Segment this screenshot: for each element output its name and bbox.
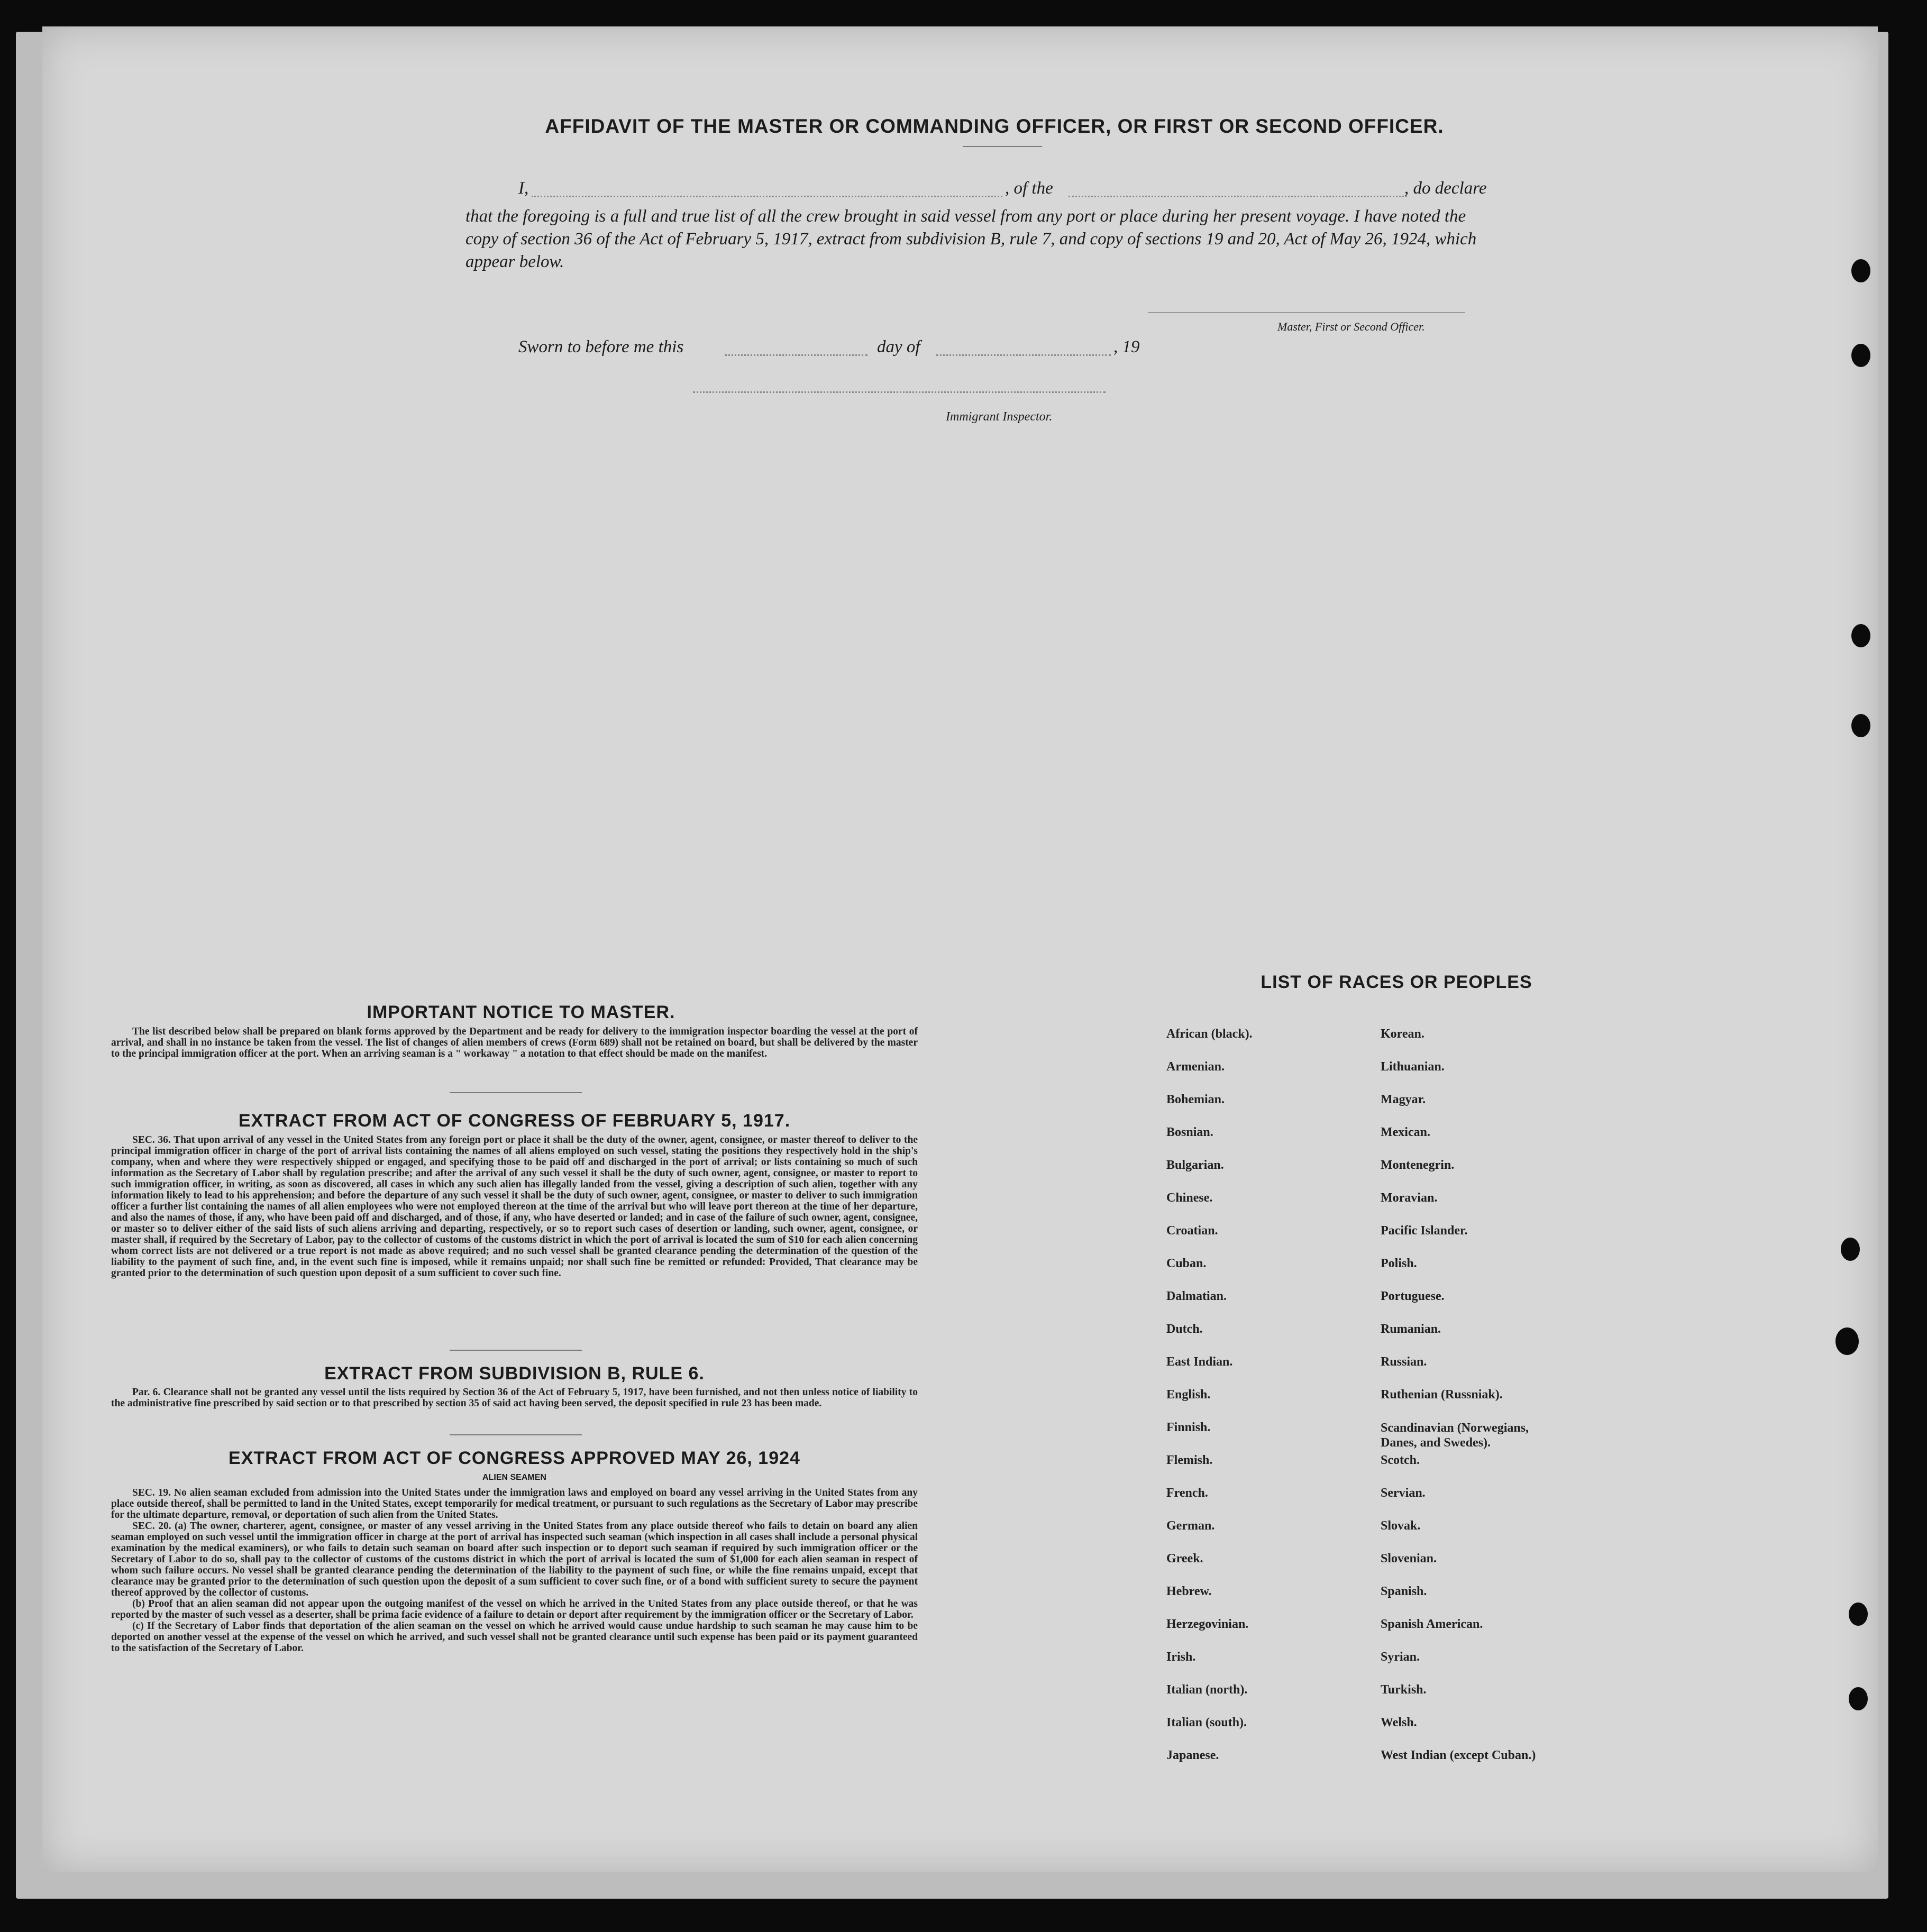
race-item: Rumanian. [1381, 1322, 1441, 1336]
race-item: Finnish. [1166, 1421, 1211, 1434]
races-list-left [1166, 1027, 1253, 1781]
binder-hole [1851, 259, 1870, 282]
extract-rule6-body [111, 1387, 918, 1409]
race-item: French. [1166, 1486, 1208, 1500]
race-item: Ruthenian (Russniak). [1381, 1388, 1503, 1402]
binder-hole [1849, 1687, 1868, 1710]
inspector-signature-line[interactable] [693, 391, 1106, 393]
race-item: Chinese. [1166, 1191, 1213, 1205]
extract-1917-title: EXTRACT FROM ACT OF CONGRESS OF FEBRUARY 5, 1917. [238, 1111, 791, 1131]
race-item: Irish. [1166, 1650, 1196, 1664]
inspector-caption: Immigrant Inspector. [946, 410, 1053, 424]
sworn-day-field[interactable] [725, 354, 867, 356]
affidavit-of-the-label: , of the [1005, 179, 1053, 198]
sworn-month-field[interactable] [936, 354, 1111, 356]
extract-rule6-title: EXTRACT FROM SUBDIVISION B, RULE 6. [324, 1363, 705, 1384]
race-item: Magyar. [1381, 1093, 1426, 1106]
race-item: Moravian. [1381, 1191, 1438, 1205]
binder-hole [1851, 624, 1870, 647]
race-item: Syrian. [1381, 1650, 1420, 1664]
race-item: Flemish. [1166, 1453, 1213, 1467]
affidavit-declare-label: , do declare [1404, 179, 1487, 198]
sec-20b-paragraph: (b) Proof that an alien seaman did not appear upon the outgoing manifest of the vessel on which he arrived in the United States from any place outside thereof, or that he was reported by the master of such vessel as a deserter, shall be prima facie evidence of a failure to detain or deport after requirement by the immigration officer or the Secretary of Labor. [111, 1598, 918, 1620]
race-item: Lithuanian. [1381, 1060, 1445, 1074]
year-label: , 19 [1113, 337, 1140, 356]
race-item: Bosnian. [1166, 1125, 1213, 1139]
extract-1924-title: EXTRACT FROM ACT OF CONGRESS APPROVED MAY 26, 1924 [229, 1448, 800, 1468]
race-item: Servian. [1381, 1486, 1426, 1500]
race-item: Scandinavian (Norwegians, Danes, and Swedes). [1381, 1421, 1529, 1450]
vessel-name-field[interactable] [1068, 196, 1407, 197]
races-title: LIST OF RACES OR PEOPLES [1261, 972, 1532, 992]
race-item: Greek. [1166, 1552, 1203, 1565]
race-item: Hebrew. [1166, 1585, 1212, 1598]
notice-body [111, 1026, 918, 1059]
affidavit-i-label: I, [518, 179, 529, 198]
race-item: Bulgarian. [1166, 1158, 1224, 1172]
race-item: Polish. [1381, 1257, 1417, 1270]
section-divider [450, 1434, 582, 1435]
binder-hole [1851, 344, 1870, 367]
race-item: Portuguese. [1381, 1289, 1445, 1303]
race-item: Welsh. [1381, 1716, 1417, 1729]
extract-1917-body [111, 1134, 918, 1279]
binder-hole [1851, 714, 1870, 737]
sec-19-paragraph: SEC. 19. No alien seaman excluded from admission into the United States under the immigration laws and employed on board any vessel arriving in the United States from any place outside thereof, shall be permitted to land in the United States, except temporarily for medical treatment, or pursuant to such regulations as the Secretary of Labor may prescribe for the ultimate departure, removal, or deportation of such alien from the United States. [111, 1487, 918, 1521]
master-signature-line[interactable] [1148, 312, 1465, 313]
affidavit-title: AFFIDAVIT OF THE MASTER OR COMMANDING OFFICER, OR FIRST OR SECOND OFFICER. [545, 115, 1444, 137]
race-item: East Indian. [1166, 1355, 1233, 1369]
day-of-label: day of [877, 337, 920, 356]
affidavit-statement: that the foregoing is a full and true list of all the crew brought in said vessel from any port or place during her present voyage. I have noted the copy of section 36 of the Act of February 5, 1917, extract from subdivision B, rule 7, and copy of sections 19 and 20, Act of May 26, 1924, which appear below. [465, 207, 1477, 271]
sworn-label: Sworn to before me this [518, 337, 684, 356]
race-item: German. [1166, 1519, 1215, 1533]
race-item: Armenian. [1166, 1060, 1225, 1074]
race-item: Italian (north). [1166, 1683, 1248, 1697]
race-item: Montenegrin. [1381, 1158, 1455, 1172]
race-item: West Indian (except Cuban.) [1381, 1748, 1536, 1762]
title-divider [963, 146, 1042, 147]
extract-1924-body [111, 1487, 918, 1654]
race-item: Dutch. [1166, 1322, 1203, 1336]
race-item: Italian (south). [1166, 1716, 1247, 1729]
master-name-field[interactable] [532, 196, 1002, 197]
race-item: Slovenian. [1381, 1552, 1437, 1565]
race-item: Herzegovinian. [1166, 1617, 1249, 1631]
sec-36-paragraph: SEC. 36. That upon arrival of any vessel in the United States from any foreign port or place it shall be the duty of the owner, agent, consignee, or master thereof to deliver to the principal immigration officer in charge of the port of arrival lists containing the names of all aliens employed on such vessel, stating the positions they respectively hold in the ship's company, when and where they were respectively shipped or engaged, and specifying those to be paid off and discharged in the port of arrival; or lists containing so much of such information as the Secretary of Labor shall by regulation prescribe; and after the arrival of any such vessel it shall be the duty of such owner, agent, consignee, or master to report to such immigration officer, in writing, as soon as discovered, all cases in which any such alien has illegally landed from the vessel, giving a description of such alien, together with any information likely to lead to his apprehension; and before the departure of any such vessel it shall be the duty of such owner, agent, consignee, or master to deliver to such immigration officer a further list containing the names of all alien employees who were not employed thereon at the time of the arrival but who will leave port thereon at the time of her departure, and also the names of those, if any, who have been paid off and discharged, and of those, if any, who have deserted or landed; and in case of the failure of such owner, agent, consignee, or master so to deliver either of the said lists of such aliens arriving and departing, respectively, or so to report such cases of desertion or landing, such owner, agent, consignee, or master shall, if required by the Secretary of Labor, pay to the collector of customs of the customs district in which the port of arrival is located the sum of $10 for each alien concerning whom correct lists are not delivered or a true report is not made as above required; and no such vessel shall be granted clearance pending the determination of the question of the liability to the payment of such fine, and, in the event such fine is imposed, while it remains unpaid; nor shall such fine be remitted or refunded: Provided, That clearance may be granted prior to the determination of such question upon deposit of a sum sufficient to cover such fine. [111, 1134, 918, 1279]
section-divider [450, 1092, 582, 1093]
race-item: Bohemian. [1166, 1093, 1225, 1106]
race-item: Spanish. [1381, 1585, 1427, 1598]
binder-hole [1849, 1603, 1868, 1626]
race-item: Croatian. [1166, 1224, 1218, 1238]
race-item: Slovak. [1381, 1519, 1421, 1533]
notice-title: IMPORTANT NOTICE TO MASTER. [367, 1002, 675, 1022]
binder-hole [1841, 1238, 1860, 1261]
sec-20c-paragraph: (c) If the Secretary of Labor finds that deportation of the alien seaman on the vessel on which he arrived would cause undue hardship to such seaman he may cause him to be deported on another vessel at the expense of the vessel on which he arrived, and such vessel shall not be granted clearance until such expense has been paid or its payment guaranteed to the satisfaction of the Secretary of Labor. [111, 1620, 918, 1654]
sec-20a-paragraph: SEC. 20. (a) The owner, charterer, agent, consignee, or master of any vessel arriving in the United States from any place outside thereof who fails to detain on board any alien seaman employed on such vessel until the immigration officer in charge at the port of arrival has inspected such seaman (which inspection in all cases shall include a personal physical examination by the medical examiners), or who fails to detain such seaman on board after such inspection or to deport such seaman if required by such immigration officer or the Secretary of Labor to do so, shall pay to the collector of customs of the customs district in which the port of arrival is located the sum of $1,000 for each alien seaman in respect of whom such failure occurs. No vessel shall be granted clearance pending the determination of the liability to the payment of such fine, or while the fine remains unpaid, except that clearance may be granted prior to the determination of such question upon the deposit of a sum sufficient to cover such fine, or of a bond with sufficient surety to secure the payment thereof approved by the collector of customs. [111, 1521, 918, 1598]
race-item: Dalmatian. [1166, 1289, 1227, 1303]
race-item: Cuban. [1166, 1257, 1207, 1270]
race-item: English. [1166, 1388, 1211, 1402]
binder-hole [1835, 1327, 1859, 1355]
race-item: Japanese. [1166, 1748, 1219, 1762]
notice-paragraph: The list described below shall be prepared on blank forms approved by the Department and be ready for delivery to the immigration inspector boarding the vessel at the port of arrival, and shall in no instance be taken from the vessel. The list of changes of alien members of crews (Form 689) shall not be retained on board, but shall be delivered by the master to the principal immigration officer at the port. When an arriving seaman is a " workaway " a notation to that effect should be made on the manifest. [111, 1026, 918, 1059]
master-signature-caption: Master, First or Second Officer. [1277, 320, 1425, 333]
alien-seamen-subtitle: ALIEN SEAMEN [482, 1473, 546, 1482]
race-item: Mexican. [1381, 1125, 1430, 1139]
section-divider [450, 1350, 582, 1351]
race-item: Russian. [1381, 1355, 1427, 1369]
race-item: African (black). [1166, 1027, 1253, 1041]
race-item: Turkish. [1381, 1683, 1427, 1697]
race-item: Spanish American. [1381, 1617, 1483, 1631]
race-item: Pacific Islander. [1381, 1224, 1468, 1238]
par-6-paragraph: Par. 6. Clearance shall not be granted any vessel until the lists required by Section 36 of the Act of February 5, 1917, have been furnished, and not then unless notice of liability to the administrative fine prescribed by said section or to that prescribed by section 35 of said act having been served, the deposit specified in rule 23 has been made. [111, 1387, 918, 1409]
races-list-right [1381, 1027, 1560, 1781]
race-item: Scotch. [1381, 1453, 1420, 1467]
race-item: Korean. [1381, 1027, 1424, 1041]
